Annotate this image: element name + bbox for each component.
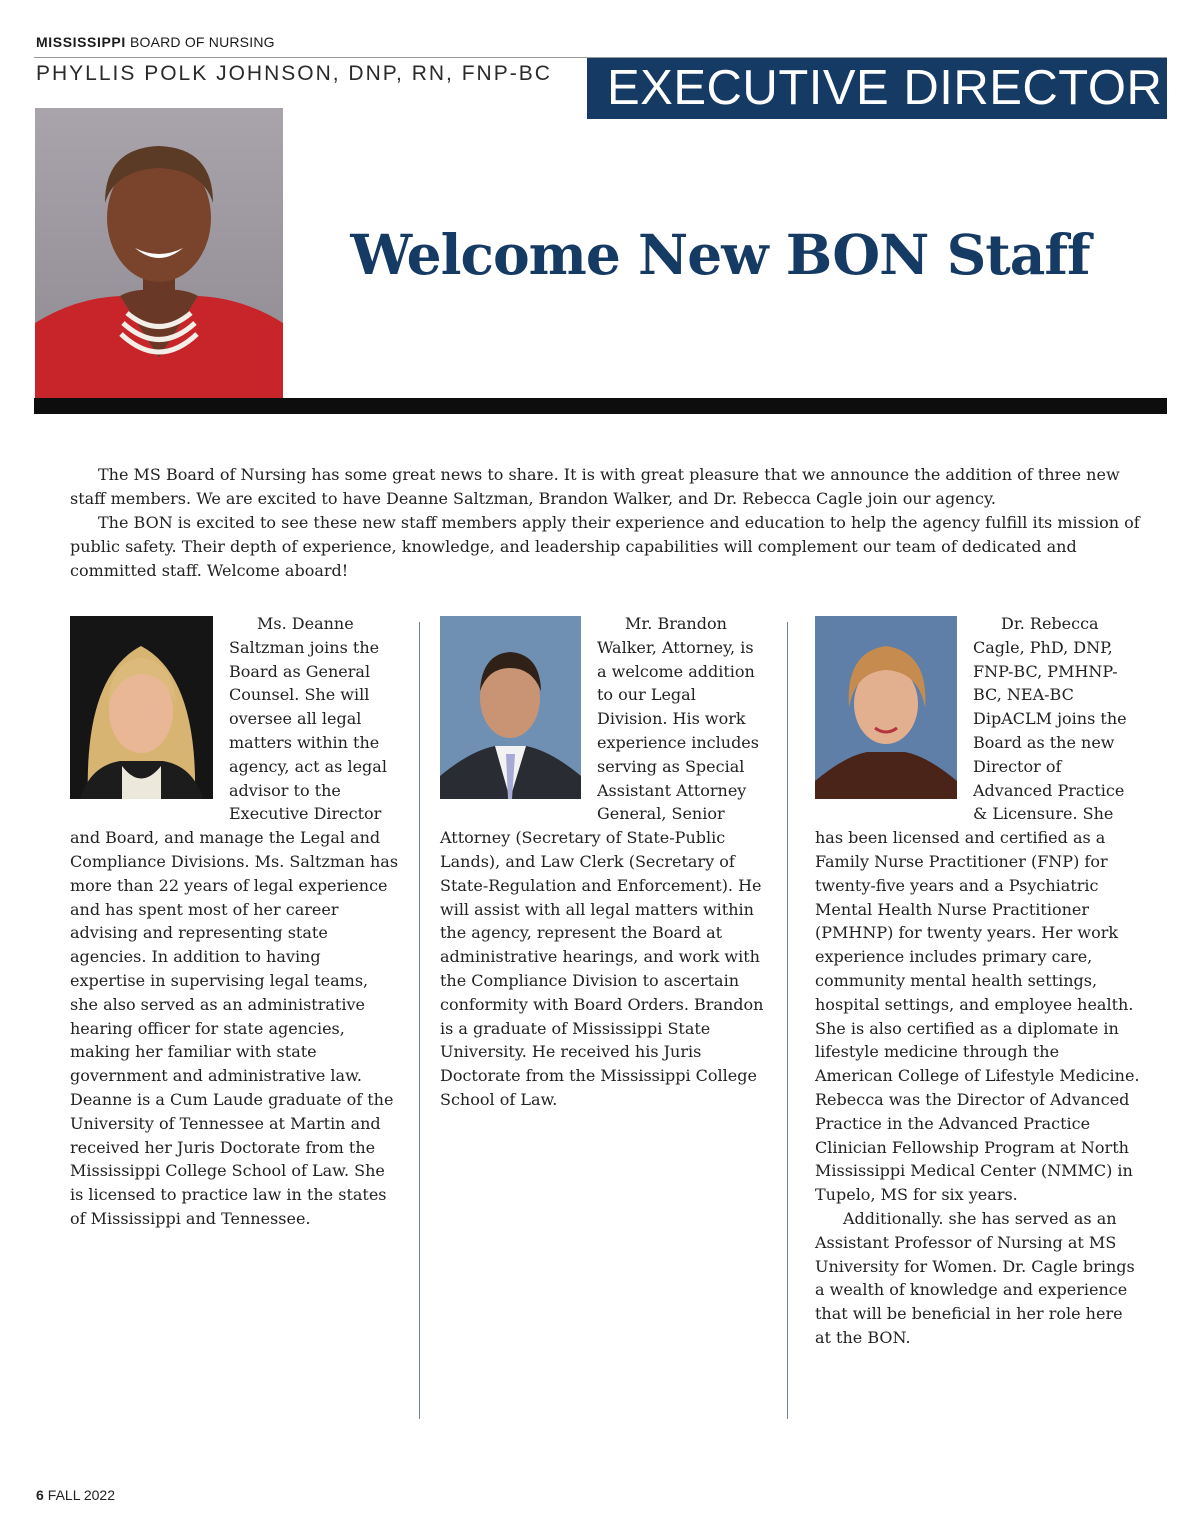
column-divider	[419, 622, 420, 1419]
bio-cagle	[815, 612, 1140, 1350]
section-title: EXECUTIVE DIRECTOR	[607, 61, 1163, 115]
bio-paragraph: Ms. Deanne Saltzman joins the Board as General Counsel. She will oversee all legal matters within the agency, act as legal advisor to the Executive Director and Board, and manage the Legal and Compliance Divisions. Ms. Saltzman has more than 22 years of legal experience and has spent most of her career advising and representing state agencies. In addition to having expertise in supervising legal teams, she also served as an administrative hearing officer for state agencies, making her familiar with state government and administrative law. Deanne is a Cum Laude graduate of the University of Tennessee at Martin and received her Juris Doctorate from the Mississippi College School of Law. She is licensed to practice law in the states of Mississippi and Tennessee.	[70, 614, 399, 1228]
page-footer	[36, 1487, 115, 1503]
cagle-photo	[815, 616, 957, 799]
page-number: 6	[36, 1487, 44, 1503]
intro	[70, 463, 1150, 583]
author-name: PHYLLIS POLK JOHNSON, DNP, RN, FNP-BC	[36, 62, 552, 85]
headline-rule	[34, 398, 1167, 414]
saltzman-photo	[70, 616, 213, 799]
bio-paragraph: Additionally. she has served as an Assistant Professor of Nursing at MS University for Women. Dr. Cagle brings a wealth of knowledge and experience that will be beneficial in her role here at the BON.	[815, 1208, 1135, 1347]
headline: Welcome New BON Staff	[350, 222, 1090, 287]
publication-name-rest: BOARD OF NURSING	[125, 34, 275, 50]
executive-director-photo	[35, 108, 283, 399]
intro-paragraph: The MS Board of Nursing has some great news to share. It is with great pleasure that we announce the addition of three new staff members. We are excited to have Deanne Saltzman, Brandon Walker, and Dr. Rebecca Cagle join our agency.	[70, 465, 1120, 508]
bio-saltzman	[70, 612, 400, 1231]
publication-name	[36, 34, 275, 50]
bio-paragraph: Dr. Rebecca Cagle, PhD, DNP, FNP-BC, PMHNP-BC, NEA-BC DipACLM joins the Board as the new Director of Advanced Practice & Licensure. She has been licensed and certified as a Family Nurse Practitioner (FNP) for twenty-five years and a Psychiatric Mental Health Nurse Practitioner (PMHNP) for twenty years. Her work experience includes primary care, community mental health settings, hospital settings, and employee health. She is also certified as a diplomate in lifestyle medicine through the American College of Lifestyle Medicine. Rebecca was the Director of Advanced Practice in the Advanced Practice Clinician Fellowship Program at North Mississippi Medical Center (NMMC) in Tupelo, MS for six years.	[815, 614, 1140, 1205]
walker-photo	[440, 616, 581, 799]
bio-walker	[440, 612, 765, 1112]
issue-label: FALL 2022	[47, 1487, 116, 1503]
bio-paragraph: Mr. Brandon Walker, Attorney, is a welcome addition to our Legal Division. His work experience includes serving as Special Assistant Attorney General, Senior Attorney (Secretary of State-Public Lands), and Law Clerk (Secretary of State-Regulation and Enforcement). He will assist with all legal matters within the agency, represent the Board at administrative hearings, and work with the Compliance Division to ascertain conformity with Board Orders. Brandon is a graduate of Mississippi State University. He received his Juris Doctorate from the Mississippi College School of Law.	[440, 614, 764, 1109]
publication-name-bold: MISSISSIPPI	[36, 34, 126, 50]
intro-paragraph: The BON is excited to see these new staff members apply their experience and education to help the agency fulfill its mission of public safety. Their depth of experience, knowledge, and leadership capabilities will complement our team of dedicated and committed staff. Welcome aboard!	[70, 513, 1140, 580]
column-divider	[787, 622, 788, 1419]
section-banner	[587, 58, 1167, 119]
